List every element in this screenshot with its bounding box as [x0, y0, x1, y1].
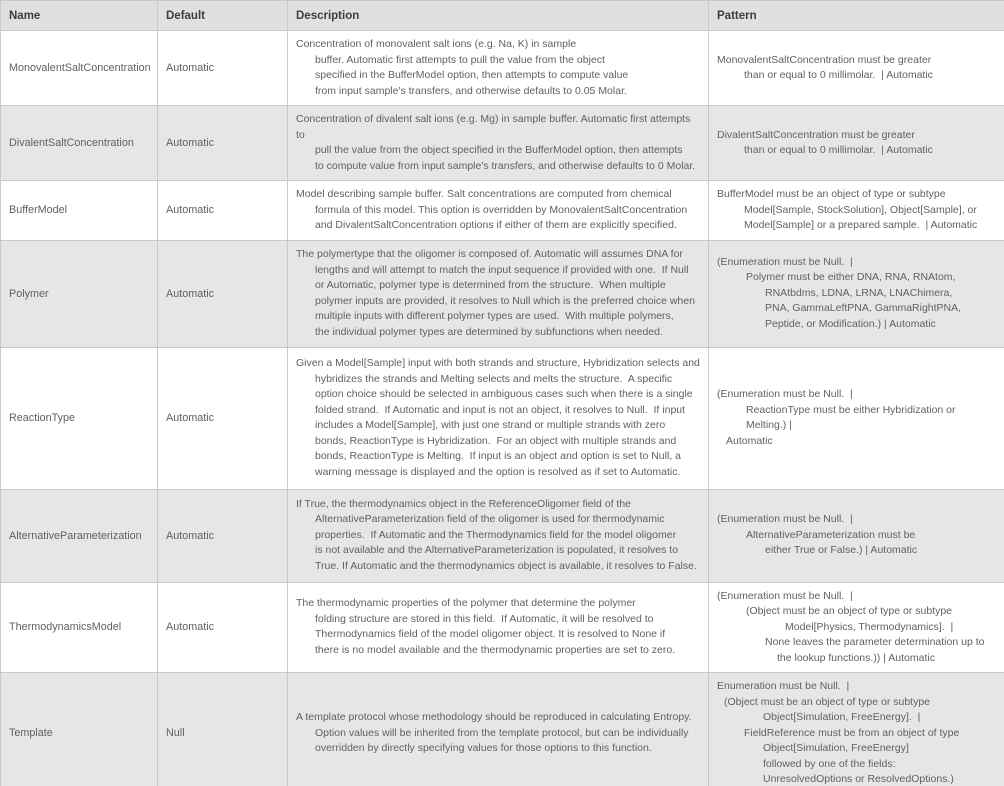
description-line: pull the value from the object specified in the BufferModel option, then attempts [315, 144, 683, 156]
option-name-cell: BufferModel [1, 181, 158, 241]
description-line: to compute value from input sample's transfers, and otherwise defaults to 0 Molar. [315, 159, 696, 172]
description-line: True. If Automatic and the thermodynamics object is available, it resolves to False. [315, 559, 697, 572]
description-line: specified in the BufferModel option, then attempts to compute value [315, 69, 629, 81]
pattern-line: RNAtbdms, LDNA, LRNA, LNAChimera, [765, 286, 953, 299]
option-name-cell: Template [1, 673, 158, 786]
description-line: formula of this model. This option is overridden by MonovalentSaltConcentration [315, 203, 688, 216]
description-line: option choice should be selected in ambiguous cases such when there is a single [315, 388, 693, 400]
description-line: overridden by directly specifying values for those options to this function. [315, 742, 652, 754]
pattern-line: Object[Simulation, FreeEnergy] [763, 742, 909, 754]
description-line: includes a Model[Sample], with just one strand or multiple strands with zero [315, 419, 666, 431]
description-line: Model describing sample buffer. Salt concentrations are computed from chemical [296, 188, 672, 200]
table-row [1, 31, 1004, 106]
table-row [1, 240, 1004, 347]
description-line: Given a Model[Sample] input with both strands and structure, Hybridization selects and [296, 357, 700, 369]
pattern-line: Polymer must be either DNA, RNA, RNAtom, [746, 271, 956, 284]
column-header-pattern: Pattern [709, 1, 1004, 31]
option-default-cell: Automatic [158, 181, 288, 241]
table-row [1, 181, 1004, 241]
pattern-line: ReactionType must be either Hybridization or Melting.) | [746, 403, 959, 431]
pattern-line: PNA, GammaLeftPNA, GammaRightPNA, [765, 302, 962, 315]
description-line: The thermodynamic properties of the polymer that determine the polymer [296, 597, 636, 610]
description-line: there is no model available and the thermodynamic properties are set to zero. [315, 643, 676, 656]
option-pattern-cell [709, 347, 1004, 489]
pattern-line: than or equal to 0 millimolar. | Automatic [744, 144, 933, 156]
option-default-cell: Automatic [158, 489, 288, 582]
table-row [1, 347, 1004, 489]
option-description-cell [288, 347, 709, 489]
description-line: and DivalentSaltConcentration options if either of them are explicitly specified. [315, 219, 677, 231]
column-header-description: Description [288, 1, 709, 31]
description-line: bonds, ReactionType is Melting. If input is an object and option is set to Null, a [315, 450, 681, 462]
pattern-line: Peptide, or Modification.) | Automatic [765, 317, 936, 330]
table-row [1, 582, 1004, 673]
option-name-cell: AlternativeParameterization [1, 489, 158, 582]
option-name-cell: ReactionType [1, 347, 158, 489]
option-default-cell: Automatic [158, 582, 288, 673]
option-default-cell: Automatic [158, 240, 288, 347]
option-description-cell [288, 240, 709, 347]
pattern-line: either True or False.) | Automatic [765, 544, 918, 557]
pattern-line: Object[Simulation, FreeEnergy]. | [763, 711, 921, 723]
pattern-line: MonovalentSaltConcentration must be greater [717, 53, 932, 66]
column-header-default: Default [158, 1, 288, 31]
option-pattern-cell [709, 106, 1004, 181]
option-pattern-cell [709, 31, 1004, 106]
option-description-cell [288, 673, 709, 786]
option-pattern-cell [709, 582, 1004, 673]
pattern-line: BufferModel must be an object of type or subtype [717, 188, 946, 200]
description-line: The polymertype that the oligomer is composed of. Automatic will assumes DNA for [296, 248, 683, 260]
description-line: from input sample's transfers, and otherwise defaults to 0.05 Molar. [315, 84, 627, 97]
option-description-cell [288, 489, 709, 582]
pattern-line: (Object must be an object of type or subtype [724, 695, 931, 708]
option-default-cell: Automatic [158, 347, 288, 489]
description-line: or Automatic, polymer type is determined from the structure. When multiple [315, 279, 666, 291]
option-description-cell [288, 31, 709, 106]
description-line: folded strand. If Automatic and input is not an object, it resolves to Null. If input [315, 403, 686, 416]
pattern-line: (Enumeration must be Null. | [717, 255, 853, 268]
table-row [1, 673, 1004, 786]
table-row [1, 489, 1004, 582]
pattern-line: the lookup functions.)) | Automatic [777, 651, 935, 664]
description-line: warning message is displayed and the option is resolved as if set to Automatic. [315, 465, 681, 478]
description-line: Concentration of monovalent salt ions (e.g. Na, K) in sample [296, 38, 577, 50]
pattern-line: (Enumeration must be Null. | [717, 388, 853, 400]
pattern-line: (Enumeration must be Null. | [717, 589, 853, 602]
description-line: Option values will be inherited from the template protocol, but can be individually [315, 726, 689, 739]
pattern-line: (Enumeration must be Null. | [717, 513, 853, 526]
option-default-cell: Automatic [158, 106, 288, 181]
option-description-cell [288, 181, 709, 241]
option-pattern-cell [709, 489, 1004, 582]
description-line: bonds, ReactionType is Hybridization. For an object with multiple strands and [315, 434, 677, 447]
table-body [1, 31, 1004, 786]
description-line: Concentration of divalent salt ions (e.g. Mg) in sample buffer. Automatic first attempts to [296, 113, 694, 141]
option-name-cell: ThermodynamicsModel [1, 582, 158, 673]
description-line: AlternativeParameterization field of the oligomer is used for thermodynamic [315, 513, 665, 526]
description-line: is not available and the AlternativeParameterization is populated, it resolves to [315, 544, 679, 557]
option-pattern-cell [709, 673, 1004, 786]
description-line: Thermodynamics field of the model oligomer object. It is resolved to None if [315, 628, 666, 641]
option-default-cell: Automatic [158, 31, 288, 106]
pattern-line: followed by one of the fields: [763, 757, 896, 770]
option-description-cell [288, 582, 709, 673]
pattern-line: (Object must be an object of type or subtype [746, 605, 953, 617]
table-row [1, 106, 1004, 181]
option-name-cell: MonovalentSaltConcentration [1, 31, 158, 106]
pattern-line: Enumeration must be Null. | [717, 680, 850, 692]
option-description-cell [288, 106, 709, 181]
description-line: A template protocol whose methodology should be reproduced in calculating Entropy. [296, 711, 692, 723]
option-pattern-cell [709, 240, 1004, 347]
pattern-line: Model[Sample] or a prepared sample. | Automatic [744, 219, 978, 231]
pattern-line: AlternativeParameterization must be [746, 528, 916, 541]
description-line: lengths and will attempt to match the input sequence if provided with one. If Null [315, 263, 689, 276]
description-line: hybridizes the strands and Melting selects and melts the structure. A specific [315, 372, 673, 385]
pattern-line: None leaves the parameter determination up to [765, 636, 985, 648]
description-line: folding structure are stored in this field. If Automatic, it will be resolved to [315, 612, 654, 625]
description-line: buffer. Automatic first attempts to pull the value from the object [315, 53, 605, 66]
description-line: polymer inputs are provided, it resolves to Null which is the preferred choice when [315, 294, 695, 307]
option-pattern-cell [709, 181, 1004, 241]
option-name-cell: DivalentSaltConcentration [1, 106, 158, 181]
column-header-name: Name [1, 1, 158, 31]
pattern-line: than or equal to 0 millimolar. | Automatic [744, 69, 933, 81]
pattern-line: FieldReference must be from an object of type [744, 726, 960, 739]
description-line: properties. If Automatic and the Thermodynamics field for the model oligomer [315, 528, 677, 541]
option-name-cell: Polymer [1, 240, 158, 347]
pattern-line: Model[Physics, Thermodynamics]. | [785, 620, 954, 633]
description-line: multiple inputs with different polymer types are used. With multiple polymers, [315, 310, 674, 322]
pattern-line: UnresolvedOptions or ResolvedOptions.) [763, 773, 954, 785]
pattern-line: Automatic [726, 434, 773, 447]
option-default-cell: Null [158, 673, 288, 786]
description-line: If True, the thermodynamics object in the ReferenceOligomer field of the [296, 497, 632, 510]
header-row [1, 1, 1004, 31]
pattern-line: DivalentSaltConcentration must be greater [717, 128, 915, 141]
description-line: the individual polymer types are determined by subfunctions when needed. [315, 325, 663, 338]
pattern-line: Model[Sample, StockSolution], Object[Sample], or [744, 203, 977, 216]
